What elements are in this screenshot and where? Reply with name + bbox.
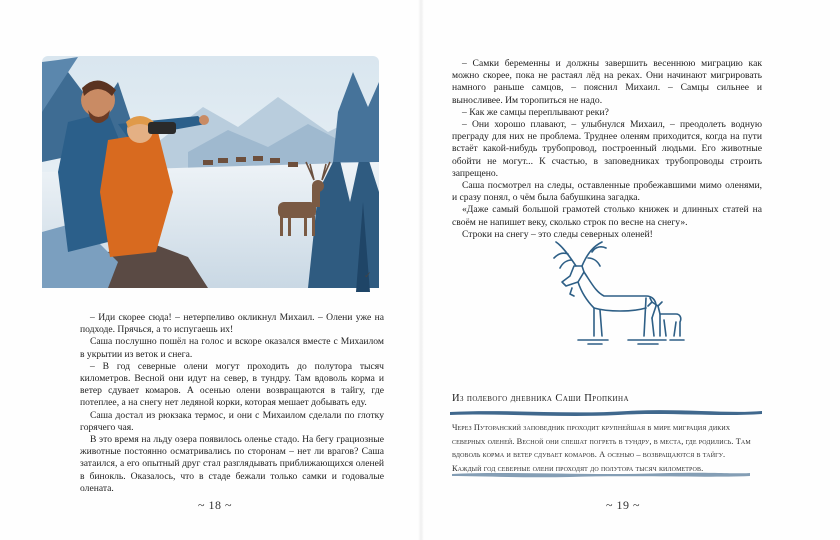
diary-heading: Из полевого дневника Саши Пропкина bbox=[452, 393, 629, 404]
winter-deer-scene-illustration bbox=[38, 52, 383, 292]
brush-stroke-footer bbox=[450, 470, 752, 478]
left-page-text bbox=[80, 312, 384, 495]
right-paragraph-5: «Даже самый большой грамотей столько книжек и длинных статей на своём не напишет веку, сколько строк по весне на снегу». bbox=[452, 204, 762, 228]
brush-stroke-divider bbox=[448, 407, 764, 417]
left-paragraph-1: – Иди скорее сюда! – нетерпеливо окликнул Михаил. – Олени уже на подходе. Прячься, а то испугаешь их! bbox=[80, 312, 384, 336]
left-paragraph-2: Саша послушно пошёл на голос и вскоре оказался вместе с Михаилом в укрытии из веток и снега. bbox=[80, 336, 384, 360]
right-paragraph-1: – Самки беременны и должны завершить весеннюю миграцию как можно скорее, пока не растаял лёд на реках. Они начинают мигрировать намного раньше самцов, – пояснил Михаил. – Самцы сильнее и выносливее. Им торопиться не надо. bbox=[452, 58, 762, 106]
page-number-right: ~ 19 ~ bbox=[606, 498, 640, 512]
right-page-text bbox=[452, 58, 762, 241]
right-paragraph-2: – Как же самцы переплывают реки? bbox=[462, 106, 609, 118]
left-paragraph-4: Саша достал из рюкзака термос, и они с Михаилом сделали по глотку горячего чая. bbox=[80, 409, 384, 433]
left-paragraph-5: В это время на льду озера появилось оленье стадо. На бегу грациозные животные постоянно осматривались по сторонам – нет ли врагов? Саша затаился, а его опытный друг стал разглядывать приближающихся оленей в бинокль. Оказалось, что в стаде бежали только самки и годовалые олената. bbox=[80, 434, 384, 494]
reindeer-mother-and-calf-icon bbox=[548, 236, 688, 348]
right-paragraph-4: Саша посмотрел на следы, оставленные пробежавшими мимо оленями, и сразу понял, о чём была бабушкина загадка. bbox=[452, 180, 762, 204]
right-paragraph-6: Строки на снегу – это следы северных оленей! bbox=[462, 228, 653, 240]
diary-text: Через Путоранский заповедник проходит крупнейшая в мире миграция диких северных оленей. Весной они спешат погреть в тундру, в места, где родились. Там вдоволь корма и ветер сдувает комаров. А осенью – возвращаются в тайгу. Каждый год северные олени проходят до полутора тысяч километров. bbox=[452, 423, 751, 473]
svg-text:✓: ✓ bbox=[364, 271, 372, 281]
left-paragraph-3: – В год северные олени могут проходить до полутора тысяч километров. Весной они идут на север, в тундру. Там вдоволь корма и ветер сдувает комаров. А осенью олени возвращаются в тайгу, где потеплее, а на снегу нет ледяной корки, которая мешает добывать еду. bbox=[80, 360, 384, 409]
right-paragraph-3: – Они хорошо плавают, – улыбнулся Михаил, – преодолеть водную преграду для них не проблема. Труднее оленям приходится, когда на пути встаёт какой-нибудь трубопровод, построенный людьми. Его животные обойти не могут... К счастью, в заповедниках трубопроводы строить запрещено. bbox=[452, 119, 762, 179]
page-number-left: ~ 18 ~ bbox=[198, 498, 232, 512]
